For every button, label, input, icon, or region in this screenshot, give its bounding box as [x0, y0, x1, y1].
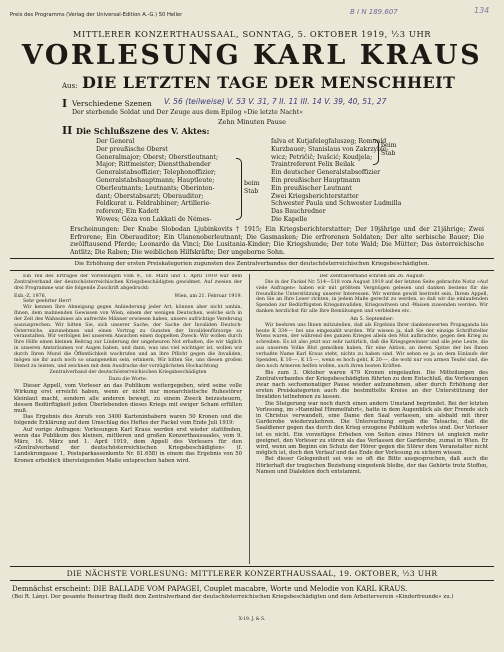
salutation: Sehr geehrter Herr!	[23, 299, 72, 305]
divider-1	[10, 258, 494, 259]
right-para1: Die in der Fackel Nr. 514—518 vom August 1919 auf der letzten Seite gebrachte Notiz »Auf viele Anfragen« haben wir mit größtem Vergnügen gelesen und danken bestens für die freundliche Unterstützung unserer Interessen. Wir werden gewiß bestrebt sein, Ihrem Appell, den Sie an Ihre Leser richten, in jedem Maße gerecht zu werden, so daß wir die einlaufenden Spenden zur Bedürftigsten Kriegsinvaliden, Kriegswitwen und -Waisen zuwenden werden. Wir danken herzlichst für alle Ihre Bemühungen und verbleiben etc.	[256, 279, 488, 315]
appearances: Erscheinungen: Der Knabe Slobodan Ljubinkovits † 1915; Ein Kriegsberichterstatter; Der 19jährige und der 21jährige; Zwei Erfrorene; Ein Oberauditor; Ein Ulanenoberleutnant; Die Gasmasken; Die erfrorenen Soldaten; Der alte serbische Bauer; Die zwölftausend Pferde; Leonardo da Vinci; Die Lusitania-Kinder; Die Kriegshunde; Der tote Wald; Die Mütter; Das österreichische Antlitz; Die Raben; Die weiblichen Hilfskräfte; Der ungeborne Sohn.	[70, 226, 484, 256]
right-date2: Am 5. September:	[350, 316, 394, 322]
right-column	[256, 274, 488, 564]
right-heading: Der Zentralverband schrieb am 26. August:	[319, 274, 425, 279]
part1-numeral: I	[62, 97, 68, 110]
archive-stamp: B I N 189.607	[350, 8, 398, 16]
subtitle: DIE LETZTEN TAGE DER MENSCHHEIT	[82, 73, 456, 92]
divider-4	[10, 580, 494, 581]
result-text: Das Ergebnis des Anrufs von 3400 Karteninhabern waren 50 Kronen und die folgende Erklärung auf dem Umschlag des Heftes der Fackel vom Ende Juli 1919:	[14, 414, 242, 427]
reply-intro: Dazu die Worte:	[108, 377, 148, 383]
followup-text: Auf vorige Anfragen: Vorlesungen Karl Kraus werden erst wieder stattfinden, wenn das Publikum des kleinen, mittleren und großen Konzerthaussaales, vom 9. März, 16. März und 1. April 1919, dem Appell des Vorlesers für den »Zentralverband der deutschösterreichischen Kriegsbeschädigten« (f. Landskrongasse 1, Postsparkassenkonto Nr. 81.658) in einem das Ergebnis von 50 Kronen erheblich übersteigenden Maße entsprochen haben wird.	[14, 426, 242, 464]
venue-line: MITTLERER KONZERTHAUSSAAL, SONNTAG, 5. OKTOBER 1919, ½3 UHR	[72, 29, 432, 39]
signature: Zentralverband der deutschösterreichischen Kriegsbeschädigten	[49, 369, 207, 375]
divider-3	[10, 566, 494, 567]
part1-line2: Der sterbende Soldat und Der Zeuge aus dem Epilog »Die letzte Nacht«	[72, 109, 304, 116]
beim-stab-left: beim Stab	[244, 180, 260, 195]
right-para2: Wir beehren uns Ihnen mitzuteilen, daß als Ergebnis Ihrer dankenswerten Propaganda bis heute K 334·— bei uns eingezahlt wurden. Wir wissen ja, daß Sie der einzige Schriftsteller Wiens waren, der während des ganzen Krieges allein den Mut aufbrachte, gegen den Krieg zu schreiben. Es ist also jetzt nur sehr natürlich, daß die Kriegsgewinner und alle jene Leute, die aus unserem Volke Blut gemolken haben, für eine Aktion, an deren Spitze der bei Ihnen verhaßte Name Karl Kraus steht, nichts zu haben sind. Wir sehen es ja an dem Einlaufe der Spenden, K 10·—, K 15·—, wenn es hoch geht, K 20·—, die wohl nur von armen Teufel sind, die den noch Armeren helfen wollen, auch ihren besten Kräften.	[256, 322, 488, 369]
left-intro: Ein Teil des Ertrages der Vorlesungen vom 9., 16. März und 1. April 1919 war dem Zentralverband der deutschösterreichischen Kriegsbeschädigten gewidmet. Auf zweien der drei Programme war die folgende Zuschrift abgedruckt:	[14, 274, 242, 291]
divider-2	[10, 270, 494, 271]
letter-place: Wien, am 21. Februar 1919.	[174, 293, 242, 299]
right-para3: Bis zum 3. Oktober waren 479 Kronen eingelaufen. Die Mitteilungen des Zentralverbandes der Kriegsbeschädigten führten zu dem Entschluß, die Vorlesungen zwar nach sechsmonatiger Pause wieder aufzunehmen, aber durch Erhöhung der ersten Preiskategorien auch die bestmittelte Kreise an der Unterstützung der Invaliden teilnehmen zu lassen.	[256, 369, 488, 401]
left-column	[14, 274, 242, 564]
letter-body: Wir kennen Ihre Abneigung gegen Anbiederung jeder Art, können aber nicht umhin, Ihnen, dem mahnenden Gewissen von Wien, einem der wenigen Deutschen, welche sich in der Zeit des Wahnsinnes als aufrechte Männer erwiesen haben, unsere aufrichtige Verehrung auszusprechen. Wir bitten Sie, sich unserer Sache, der Sache der Invaliden Deutsch-Österreichs, anzunehmen und einen Vortrag zu Gunsten der Invalidenfürsorge zu veranstalten. Wir verfolgen bei unserem Ansuchen einen doppelten Zweck: Wir wollen durch Ihre Hilfe einen kleinen Beitrag zur Linderung der ungeheuren Not erhalten, die wir täglich in unseren Amtsräumen vor Augen haben, und dann, was uns viel wichtiger ist, wollen wir durch Ihren Mund die Öffentlichkeit wachrufen und an ihre Pflicht gegen die Invaliden, mögen sie ihr auch noch so unangenehm sein, erinnern. Wir bitten Sie, uns diesen großen Dienst zu leisten, und zeichnen mit dem Ausdrucke der vorzüglichsten Hochachtung	[14, 305, 242, 369]
reply-body: Dieser Appell, vom Vorleser an das Publikum weitergegeben, wird seine volle Wirkung erst erreicht haben, wenn er nicht nur monarchistische Ruhestörer kleinlaut macht, sondern alle anderen bewegt, zu einem Zweck beizusteuern, dessen Bedürftigkeit jeden Überlebenden dieses Kriegs mit ewiger Scham erfüllen muß.	[14, 383, 242, 414]
part1-line3: Zehn Minuten Pause	[218, 118, 286, 126]
part2-right-list: falva et Kutjafelegfaluszeg; Romuald Kurzbauer; Stanislaus von Zakrzybie- wicz; Petričič; Ivašcić; Koudjela; Traintreferent Felix Beilak Ein deutscher Generalstabsoffizier Ein preußischer Hauptmann Ein preußischer Leutnant Zwei Kriegsberichterstatter Schwester Paula und Schwester Ludmilla Das Bauchredner Die Kapelle	[271, 138, 402, 223]
beim-stab-right: beim Stab	[381, 142, 397, 157]
next-program-line1: Demnächst erscheint: DIE BALLADE VOM PAPAGEI, Couplet macabre, Worte und Melodie von KARL KRAUS.	[12, 584, 408, 593]
next-program-line2: (Bei R. Lányi. Der gesamte Reinertrag fließt dem Zentralverband der deutschösterreichischen Kriegsbeschädigten und dem Arbeiterverein »Kinderfreunde« zu.)	[12, 594, 454, 600]
part1-label: Verschiedene Szenen	[72, 99, 152, 108]
part2-left-list: Der General Der preußische Oberst Generalmajor; Oberst; Oberstleutnant; Major; Rittmeister; Dienstthabender Generalstabsoffizier; Telephonoffizier; Generalstabshauptmann; Hauptleute; Oberleutnants; Leutnants; Oberinten- dant; Oberstabsarzt; Oberauditor; Feldkurat u. Feldrabbiner; Artillerie- referent; Ein Kadett Wowes; Géza von Lakkati de Némes-	[96, 138, 219, 223]
column-rule	[249, 274, 250, 564]
part2-heading: Die Schlußszene des V. Aktes:	[76, 126, 210, 136]
next-reading: DIE NÄCHSTE VORLESUNG: MITTLERER KONZERTHAUSSAAL, 19. OKTOBER, ½3 UHR	[66, 569, 438, 578]
right-brace	[373, 139, 379, 165]
footer-mark: X-19. J. & S.	[238, 617, 266, 622]
page-mark: 134	[474, 6, 490, 15]
letter-ref: Exh.-Z. 1976.	[14, 293, 47, 299]
right-para5: Bei dieser Gelegenheit sei wie so oft die Bitte ausgesprochen, daß auch die Hörlerhaft der tragischen Beziehung eingedenk bleibe, der das Gehörte trotz Stoffen, Namen und Dialekten doch entstammt.	[256, 456, 488, 475]
part1-handwritten: V. 56 (teilweise) V. 53 V. 31, 7 II. 11 III. 14 V. 39, 40, 51, 27	[164, 97, 387, 106]
page-title: VORLESUNG KARL KRAUS	[21, 40, 483, 71]
left-brace	[236, 158, 242, 220]
aus-label: Aus:	[62, 82, 78, 90]
proceeds-note: Die Erhöhung der ersten Preiskategorien zugunsten des Zentralverbandes der deutschösterreichischen Kriegsbeschädigten.	[74, 261, 430, 267]
part2-numeral: II	[62, 124, 73, 137]
price-line: Preis des Programms (Verlag der Universal-Edition A.-G.) 50 Heller	[10, 12, 183, 18]
right-para4: Die Steigerung war noch durch einen andern Umstand begründet. Bei der letzten Vorlesung, im »Hannibal Himmelfahrt«, hatte in dem Augenblick als der Fremde sich in Christus verwandelt, eine Dame den Saal verlassen, um alsbald mit ihrer Garderobe wiederzukehren. Die Untersuchung ergab die Tatsache, daß die Saaldiener gegen das durch den Krieg erzogene Publikum wehrlos sind. Der Vorleser ist es nicht. Ein vorzeitiges Erheben von Seiten eines Hörers ist ungleich mehr geeignet, den Vorleser zu stören als das Verlassen der Garderobe, zumal in Wien. Er wird, wenn am Beginn ein Schutz der Hörer gegen die Störer dem Veranstalter nicht möglich ist, doch den Verlauf und das Ende der Vorlesung zu sichern wissen.	[256, 400, 488, 457]
